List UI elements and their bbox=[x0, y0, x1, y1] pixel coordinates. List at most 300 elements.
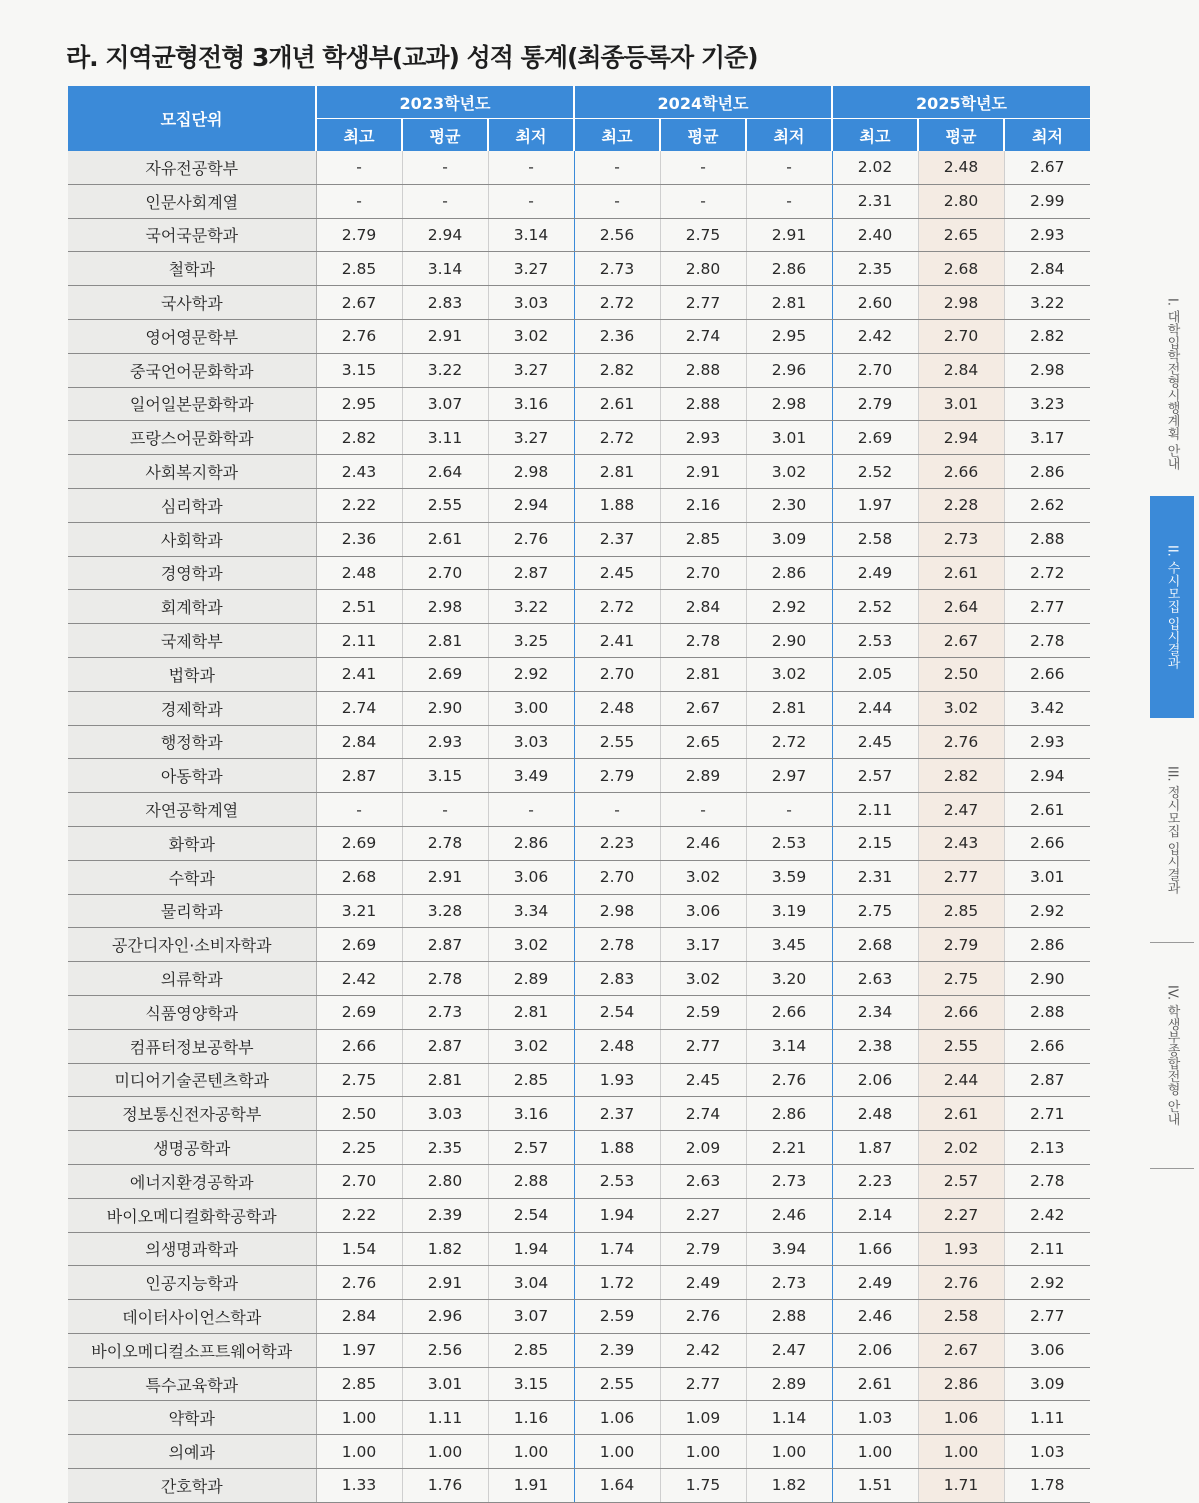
unit-name-cell: 수학과 bbox=[68, 860, 316, 894]
grade-cell-avg: - bbox=[660, 793, 746, 827]
unit-name-cell: 국어국문학과 bbox=[68, 218, 316, 252]
grade-cell-max: 2.82 bbox=[316, 421, 402, 455]
grade-cell-avg: 2.35 bbox=[402, 1131, 488, 1165]
unit-name-cell: 사회복지학과 bbox=[68, 455, 316, 489]
grade-cell-max: 2.81 bbox=[574, 455, 660, 489]
grade-cell-avg: 2.63 bbox=[660, 1164, 746, 1198]
sub-header-max: 최고 bbox=[574, 119, 660, 152]
grade-cell-min: 3.00 bbox=[488, 691, 574, 725]
grade-cell-avg: 2.70 bbox=[918, 319, 1004, 353]
grade-cell-min: 3.27 bbox=[488, 353, 574, 387]
grade-cell-min: 3.22 bbox=[1004, 286, 1090, 320]
table-row bbox=[68, 1401, 1090, 1435]
grade-cell-max: 2.95 bbox=[316, 387, 402, 421]
grade-cell-min: 2.92 bbox=[1004, 894, 1090, 928]
grade-cell-max: 2.14 bbox=[832, 1198, 918, 1232]
unit-name-cell: 공간디자인·소비자학과 bbox=[68, 928, 316, 962]
grade-cell-min: 2.72 bbox=[746, 725, 832, 759]
table-row bbox=[68, 353, 1090, 387]
side-tab-label: II. 수시모집 입시결과 bbox=[1164, 544, 1180, 670]
grade-cell-max: 1.00 bbox=[574, 1435, 660, 1469]
table-row bbox=[68, 590, 1090, 624]
grade-cell-max: 2.48 bbox=[574, 691, 660, 725]
table-row bbox=[68, 1029, 1090, 1063]
grade-cell-avg: 2.57 bbox=[918, 1164, 1004, 1198]
unit-name-cell: 정보통신전자공학부 bbox=[68, 1097, 316, 1131]
grade-cell-avg: 2.48 bbox=[918, 151, 1004, 184]
table-row bbox=[68, 151, 1090, 184]
grade-cell-max: 2.44 bbox=[832, 691, 918, 725]
grade-cell-min: 2.88 bbox=[488, 1164, 574, 1198]
grade-cell-min: 3.25 bbox=[488, 624, 574, 658]
grade-cell-max: 2.69 bbox=[316, 995, 402, 1029]
grade-cell-max: 1.94 bbox=[574, 1198, 660, 1232]
grade-cell-max: 2.02 bbox=[832, 151, 918, 184]
table-row bbox=[68, 421, 1090, 455]
grade-cell-avg: 2.81 bbox=[402, 1063, 488, 1097]
grade-cell-avg: 2.02 bbox=[918, 1131, 1004, 1165]
grade-cell-min: 2.92 bbox=[1004, 1266, 1090, 1300]
table-row bbox=[68, 522, 1090, 556]
grade-cell-max: 2.46 bbox=[832, 1300, 918, 1334]
grade-cell-max: 2.68 bbox=[832, 928, 918, 962]
grade-cell-avg: 2.84 bbox=[918, 353, 1004, 387]
grade-cell-max: 2.54 bbox=[574, 995, 660, 1029]
grade-cell-max: 2.05 bbox=[832, 657, 918, 691]
table-row bbox=[68, 759, 1090, 793]
grade-cell-min: 2.88 bbox=[746, 1300, 832, 1334]
grade-cell-min: 3.06 bbox=[1004, 1333, 1090, 1367]
grade-cell-min: 2.89 bbox=[488, 962, 574, 996]
grade-cell-min: 2.98 bbox=[488, 455, 574, 489]
grade-cell-avg: 2.67 bbox=[918, 1333, 1004, 1367]
grade-cell-avg: 2.98 bbox=[402, 590, 488, 624]
grade-cell-avg: - bbox=[402, 151, 488, 184]
unit-name-cell: 생명공학과 bbox=[68, 1131, 316, 1165]
grade-cell-avg: 2.98 bbox=[918, 286, 1004, 320]
grade-cell-min: 2.76 bbox=[488, 522, 574, 556]
grade-cell-max: 2.69 bbox=[832, 421, 918, 455]
grade-cell-max: 2.74 bbox=[316, 691, 402, 725]
grade-cell-max: 2.98 bbox=[574, 894, 660, 928]
unit-name-cell: 화학과 bbox=[68, 826, 316, 860]
grade-cell-avg: 2.49 bbox=[660, 1266, 746, 1300]
grade-cell-avg: 2.39 bbox=[402, 1198, 488, 1232]
grade-cell-avg: 2.80 bbox=[402, 1164, 488, 1198]
grade-cell-avg: 2.65 bbox=[918, 218, 1004, 252]
grade-cell-max: 1.64 bbox=[574, 1469, 660, 1503]
unit-name-cell: 바이오메디컬화학공학과 bbox=[68, 1198, 316, 1232]
grade-cell-min: 2.81 bbox=[746, 691, 832, 725]
grade-cell-max: 1.74 bbox=[574, 1232, 660, 1266]
table-row bbox=[68, 252, 1090, 286]
unit-name-cell: 철학과 bbox=[68, 252, 316, 286]
grade-cell-min: 3.17 bbox=[1004, 421, 1090, 455]
grade-cell-max: 2.37 bbox=[574, 1097, 660, 1131]
grade-cell-max: 2.75 bbox=[832, 894, 918, 928]
grade-cell-min: 3.16 bbox=[488, 1097, 574, 1131]
grade-cell-max: 2.45 bbox=[574, 556, 660, 590]
grade-cell-avg: 1.93 bbox=[918, 1232, 1004, 1266]
grade-cell-avg: 2.28 bbox=[918, 488, 1004, 522]
grade-cell-avg: 2.50 bbox=[918, 657, 1004, 691]
grade-cell-max: 2.87 bbox=[316, 759, 402, 793]
grade-cell-min: 1.78 bbox=[1004, 1469, 1090, 1503]
grade-cell-max: 2.11 bbox=[316, 624, 402, 658]
unit-name-cell: 아동학과 bbox=[68, 759, 316, 793]
grade-cell-avg: 2.93 bbox=[402, 725, 488, 759]
grade-cell-min: 1.91 bbox=[488, 1469, 574, 1503]
grade-cell-avg: 2.94 bbox=[402, 218, 488, 252]
grade-cell-avg: 2.67 bbox=[660, 691, 746, 725]
grade-cell-max: 2.06 bbox=[832, 1063, 918, 1097]
grade-cell-max: 2.85 bbox=[316, 252, 402, 286]
grade-cell-avg: 2.91 bbox=[402, 860, 488, 894]
grade-cell-max: 2.39 bbox=[574, 1333, 660, 1367]
grade-cell-avg: 2.66 bbox=[918, 455, 1004, 489]
grade-cell-max: 2.42 bbox=[832, 319, 918, 353]
grade-cell-avg: 2.56 bbox=[402, 1333, 488, 1367]
side-tab-2[interactable] bbox=[1150, 496, 1194, 718]
table-row bbox=[68, 1097, 1090, 1131]
unit-name-cell: 국제학부 bbox=[68, 624, 316, 658]
grade-cell-min: 2.76 bbox=[746, 1063, 832, 1097]
grade-cell-min: 2.97 bbox=[746, 759, 832, 793]
side-nav bbox=[1150, 272, 1194, 1168]
table-row bbox=[68, 657, 1090, 691]
grade-cell-min: 2.95 bbox=[746, 319, 832, 353]
grade-cell-min: 1.82 bbox=[746, 1469, 832, 1503]
table-row bbox=[68, 1367, 1090, 1401]
grade-cell-min: 2.77 bbox=[1004, 590, 1090, 624]
grade-cell-max: 2.61 bbox=[832, 1367, 918, 1401]
grade-cell-avg: 2.96 bbox=[402, 1300, 488, 1334]
grade-cell-avg: 2.75 bbox=[660, 218, 746, 252]
grade-cell-max: - bbox=[574, 793, 660, 827]
grade-cell-max: 2.59 bbox=[574, 1300, 660, 1334]
grade-cell-min: 2.78 bbox=[1004, 1164, 1090, 1198]
grade-cell-avg: 2.74 bbox=[660, 1097, 746, 1131]
grade-cell-max: 2.35 bbox=[832, 252, 918, 286]
grade-cell-min: 2.89 bbox=[746, 1367, 832, 1401]
unit-name-cell: 미디어기술콘텐츠학과 bbox=[68, 1063, 316, 1097]
grade-cell-min: 3.27 bbox=[488, 421, 574, 455]
grade-cell-avg: 2.87 bbox=[402, 928, 488, 962]
grade-cell-avg: 2.76 bbox=[918, 725, 1004, 759]
grade-cell-min: 3.15 bbox=[488, 1367, 574, 1401]
table-row bbox=[68, 860, 1090, 894]
grade-cell-min: 2.42 bbox=[1004, 1198, 1090, 1232]
grade-cell-min: 3.04 bbox=[488, 1266, 574, 1300]
grade-cell-avg: 2.66 bbox=[918, 995, 1004, 1029]
grade-cell-max: - bbox=[574, 184, 660, 218]
grade-cell-max: 2.48 bbox=[574, 1029, 660, 1063]
grade-cell-min: - bbox=[488, 151, 574, 184]
grade-cell-avg: 2.91 bbox=[660, 455, 746, 489]
grade-cell-max: 2.56 bbox=[574, 218, 660, 252]
grade-cell-max: 2.72 bbox=[574, 590, 660, 624]
grade-cell-avg: 2.61 bbox=[402, 522, 488, 556]
grade-cell-max: 3.15 bbox=[316, 353, 402, 387]
grade-cell-avg: 3.28 bbox=[402, 894, 488, 928]
unit-name-cell: 심리학과 bbox=[68, 488, 316, 522]
grade-cell-min: 3.02 bbox=[488, 1029, 574, 1063]
grade-cell-max: 2.84 bbox=[316, 725, 402, 759]
grade-cell-min: 3.16 bbox=[488, 387, 574, 421]
grade-cell-min: 2.21 bbox=[746, 1131, 832, 1165]
side-tab-3[interactable] bbox=[1150, 718, 1194, 943]
grade-cell-max: 2.23 bbox=[574, 826, 660, 860]
grade-cell-max: 1.97 bbox=[832, 488, 918, 522]
grade-cell-avg: 2.76 bbox=[918, 1266, 1004, 1300]
grade-cell-avg: 2.46 bbox=[660, 826, 746, 860]
table-row bbox=[68, 624, 1090, 658]
unit-name-cell: 중국언어문화학과 bbox=[68, 353, 316, 387]
year-header-2023: 2023학년도 bbox=[316, 86, 574, 119]
grade-cell-avg: 3.02 bbox=[918, 691, 1004, 725]
grade-cell-max: 2.34 bbox=[832, 995, 918, 1029]
grade-cell-min: 3.20 bbox=[746, 962, 832, 996]
grade-cell-avg: 2.43 bbox=[918, 826, 1004, 860]
grade-cell-avg: - bbox=[660, 151, 746, 184]
grade-cell-avg: 3.03 bbox=[402, 1097, 488, 1131]
grade-cell-min: 3.02 bbox=[488, 319, 574, 353]
grade-cell-max: 2.37 bbox=[574, 522, 660, 556]
grade-cell-avg: 2.85 bbox=[918, 894, 1004, 928]
unit-name-cell: 데이터사이언스학과 bbox=[68, 1300, 316, 1334]
table-row bbox=[68, 218, 1090, 252]
grade-cell-max: 2.31 bbox=[832, 860, 918, 894]
grade-cell-avg: 1.75 bbox=[660, 1469, 746, 1503]
grade-cell-min: 2.86 bbox=[1004, 928, 1090, 962]
grade-cell-max: 2.83 bbox=[574, 962, 660, 996]
grade-cell-min: 2.98 bbox=[746, 387, 832, 421]
unit-name-cell: 의예과 bbox=[68, 1435, 316, 1469]
grade-cell-max: 2.41 bbox=[316, 657, 402, 691]
grade-cell-max: 2.70 bbox=[574, 657, 660, 691]
grade-cell-max: 2.69 bbox=[316, 826, 402, 860]
grade-cell-max: 2.53 bbox=[574, 1164, 660, 1198]
grade-cell-min: 3.59 bbox=[746, 860, 832, 894]
grade-cell-max: 1.00 bbox=[316, 1435, 402, 1469]
unit-name-cell: 사회학과 bbox=[68, 522, 316, 556]
unit-name-cell: 에너지환경공학과 bbox=[68, 1164, 316, 1198]
grade-cell-min: 2.13 bbox=[1004, 1131, 1090, 1165]
table-row bbox=[68, 1198, 1090, 1232]
grade-cell-min: - bbox=[746, 151, 832, 184]
grade-cell-avg: 2.61 bbox=[918, 1097, 1004, 1131]
grade-cell-avg: 2.77 bbox=[660, 1029, 746, 1063]
grade-cell-min: 2.66 bbox=[1004, 826, 1090, 860]
grade-cell-max: 2.22 bbox=[316, 488, 402, 522]
table-row bbox=[68, 995, 1090, 1029]
grade-cell-min: 1.00 bbox=[746, 1435, 832, 1469]
grade-cell-min: 2.94 bbox=[1004, 759, 1090, 793]
grade-cell-avg: 2.77 bbox=[660, 286, 746, 320]
grade-cell-min: 2.54 bbox=[488, 1198, 574, 1232]
grade-cell-min: 3.14 bbox=[746, 1029, 832, 1063]
unit-name-cell: 컴퓨터정보공학부 bbox=[68, 1029, 316, 1063]
grade-cell-max: 2.22 bbox=[316, 1198, 402, 1232]
grade-cell-avg: 2.82 bbox=[918, 759, 1004, 793]
grade-cell-avg: 2.79 bbox=[918, 928, 1004, 962]
grade-cell-max: 2.69 bbox=[316, 928, 402, 962]
grade-cell-max: - bbox=[574, 151, 660, 184]
year-header-2024: 2024학년도 bbox=[574, 86, 832, 119]
side-tab-4[interactable] bbox=[1150, 942, 1194, 1169]
grade-cell-min: - bbox=[746, 184, 832, 218]
grade-cell-max: 2.55 bbox=[574, 1367, 660, 1401]
unit-name-cell: 의류학과 bbox=[68, 962, 316, 996]
grade-cell-min: 3.45 bbox=[746, 928, 832, 962]
grade-cell-max: 1.51 bbox=[832, 1469, 918, 1503]
grade-cell-avg: 2.69 bbox=[402, 657, 488, 691]
grade-cell-max: 2.79 bbox=[574, 759, 660, 793]
side-tab-1[interactable] bbox=[1150, 272, 1194, 497]
grade-cell-avg: 2.75 bbox=[918, 962, 1004, 996]
grade-cell-avg: 2.58 bbox=[918, 1300, 1004, 1334]
table-row bbox=[68, 1435, 1090, 1469]
grade-cell-max: 2.68 bbox=[316, 860, 402, 894]
grade-cell-avg: 2.09 bbox=[660, 1131, 746, 1165]
grade-cell-max: 2.55 bbox=[574, 725, 660, 759]
sub-header-min: 최저 bbox=[746, 119, 832, 152]
table-row bbox=[68, 793, 1090, 827]
grade-cell-min: 1.94 bbox=[488, 1232, 574, 1266]
grade-cell-max: - bbox=[316, 151, 402, 184]
grade-cell-max: 2.25 bbox=[316, 1131, 402, 1165]
grade-cell-max: 1.00 bbox=[316, 1401, 402, 1435]
grade-cell-min: 3.27 bbox=[488, 252, 574, 286]
grade-cell-max: 2.76 bbox=[316, 319, 402, 353]
grade-cell-avg: 2.55 bbox=[402, 488, 488, 522]
grade-cell-avg: 2.79 bbox=[660, 1232, 746, 1266]
table-row bbox=[68, 826, 1090, 860]
grade-cell-avg: 2.93 bbox=[660, 421, 746, 455]
grade-cell-max: 3.21 bbox=[316, 894, 402, 928]
unit-name-cell: 바이오메디컬소프트웨어학과 bbox=[68, 1333, 316, 1367]
table-row bbox=[68, 1300, 1090, 1334]
table-row bbox=[68, 1063, 1090, 1097]
grade-cell-min: 2.62 bbox=[1004, 488, 1090, 522]
grade-cell-min: 1.14 bbox=[746, 1401, 832, 1435]
grade-cell-max: 2.49 bbox=[832, 1266, 918, 1300]
grade-cell-max: 2.66 bbox=[316, 1029, 402, 1063]
grade-cell-min: 2.53 bbox=[746, 826, 832, 860]
table-row bbox=[68, 725, 1090, 759]
grade-cell-max: 2.43 bbox=[316, 455, 402, 489]
grade-cell-avg: 3.07 bbox=[402, 387, 488, 421]
grade-cell-min: 2.86 bbox=[1004, 455, 1090, 489]
grade-cell-min: 2.47 bbox=[746, 1333, 832, 1367]
grade-cell-max: 1.54 bbox=[316, 1232, 402, 1266]
grade-cell-min: - bbox=[488, 793, 574, 827]
grade-cell-max: 2.70 bbox=[316, 1164, 402, 1198]
table-row bbox=[68, 1232, 1090, 1266]
table-row bbox=[68, 1333, 1090, 1367]
grade-cell-max: 2.82 bbox=[574, 353, 660, 387]
grade-cell-max: 1.88 bbox=[574, 488, 660, 522]
grade-cell-max: 2.23 bbox=[832, 1164, 918, 1198]
grade-cell-max: 2.40 bbox=[832, 218, 918, 252]
grade-cell-min: 2.73 bbox=[746, 1266, 832, 1300]
grade-cell-max: 2.50 bbox=[316, 1097, 402, 1131]
grade-cell-avg: 2.65 bbox=[660, 725, 746, 759]
grade-cell-avg: 1.82 bbox=[402, 1232, 488, 1266]
grade-cell-avg: 2.16 bbox=[660, 488, 746, 522]
grade-cell-min: 2.88 bbox=[1004, 522, 1090, 556]
unit-name-cell: 일어일본문화학과 bbox=[68, 387, 316, 421]
grade-cell-min: 3.06 bbox=[488, 860, 574, 894]
grade-cell-min: 2.87 bbox=[1004, 1063, 1090, 1097]
table-row bbox=[68, 894, 1090, 928]
grade-cell-min: 1.11 bbox=[1004, 1401, 1090, 1435]
side-tab-label: III. 정시모집 입시결과 bbox=[1164, 766, 1180, 894]
grade-cell-max: 2.67 bbox=[316, 286, 402, 320]
grade-cell-avg: 3.22 bbox=[402, 353, 488, 387]
grade-cell-max: 2.72 bbox=[574, 286, 660, 320]
grade-cell-avg: 2.74 bbox=[660, 319, 746, 353]
grade-cell-avg: 2.70 bbox=[402, 556, 488, 590]
grade-cell-max: 1.88 bbox=[574, 1131, 660, 1165]
grade-cell-min: 2.73 bbox=[746, 1164, 832, 1198]
grade-cell-avg: 2.27 bbox=[660, 1198, 746, 1232]
grade-cell-min: 2.84 bbox=[1004, 252, 1090, 286]
table-row bbox=[68, 1469, 1090, 1503]
grade-cell-max: 2.85 bbox=[316, 1367, 402, 1401]
grade-cell-max: 1.87 bbox=[832, 1131, 918, 1165]
grade-cell-max: 2.76 bbox=[316, 1266, 402, 1300]
grade-cell-min: 2.86 bbox=[746, 556, 832, 590]
grade-cell-min: 3.09 bbox=[746, 522, 832, 556]
grade-cell-avg: 1.00 bbox=[918, 1435, 1004, 1469]
grade-cell-max: 1.03 bbox=[832, 1401, 918, 1435]
grade-cell-min: 2.72 bbox=[1004, 556, 1090, 590]
grade-cell-avg: 2.78 bbox=[402, 826, 488, 860]
grade-cell-max: - bbox=[316, 184, 402, 218]
grade-cell-max: 2.57 bbox=[832, 759, 918, 793]
grade-cell-avg: 2.78 bbox=[402, 962, 488, 996]
table-row bbox=[68, 1266, 1090, 1300]
unit-name-cell: 물리학과 bbox=[68, 894, 316, 928]
grade-cell-avg: 2.94 bbox=[918, 421, 1004, 455]
grade-cell-min: 2.86 bbox=[488, 826, 574, 860]
grade-cell-avg: 2.73 bbox=[402, 995, 488, 1029]
table-row bbox=[68, 1131, 1090, 1165]
sub-header-avg: 평균 bbox=[918, 119, 1004, 152]
grade-cell-min: 2.61 bbox=[1004, 793, 1090, 827]
grade-cell-max: 2.36 bbox=[316, 522, 402, 556]
grade-cell-min: 2.98 bbox=[1004, 353, 1090, 387]
grade-cell-min: 2.66 bbox=[746, 995, 832, 1029]
unit-name-cell: 자유전공학부 bbox=[68, 151, 316, 184]
grade-cell-max: 2.45 bbox=[832, 725, 918, 759]
grade-cell-min: 3.01 bbox=[1004, 860, 1090, 894]
page-title: 라. 지역균형전형 3개년 학생부(교과) 성적 통계(최종등록자 기준) bbox=[66, 43, 758, 72]
grade-cell-avg: 2.68 bbox=[918, 252, 1004, 286]
grade-cell-min: 3.22 bbox=[488, 590, 574, 624]
grade-cell-min: 3.01 bbox=[746, 421, 832, 455]
grade-cell-min: 3.49 bbox=[488, 759, 574, 793]
grade-cell-avg: 3.14 bbox=[402, 252, 488, 286]
grade-cell-min: 2.66 bbox=[1004, 657, 1090, 691]
unit-name-cell: 간호학과 bbox=[68, 1469, 316, 1503]
grade-cell-avg: 2.86 bbox=[918, 1367, 1004, 1401]
unit-name-cell: 인공지능학과 bbox=[68, 1266, 316, 1300]
grade-cell-min: 3.14 bbox=[488, 218, 574, 252]
grade-cell-max: 1.93 bbox=[574, 1063, 660, 1097]
grade-cell-avg: 2.81 bbox=[660, 657, 746, 691]
